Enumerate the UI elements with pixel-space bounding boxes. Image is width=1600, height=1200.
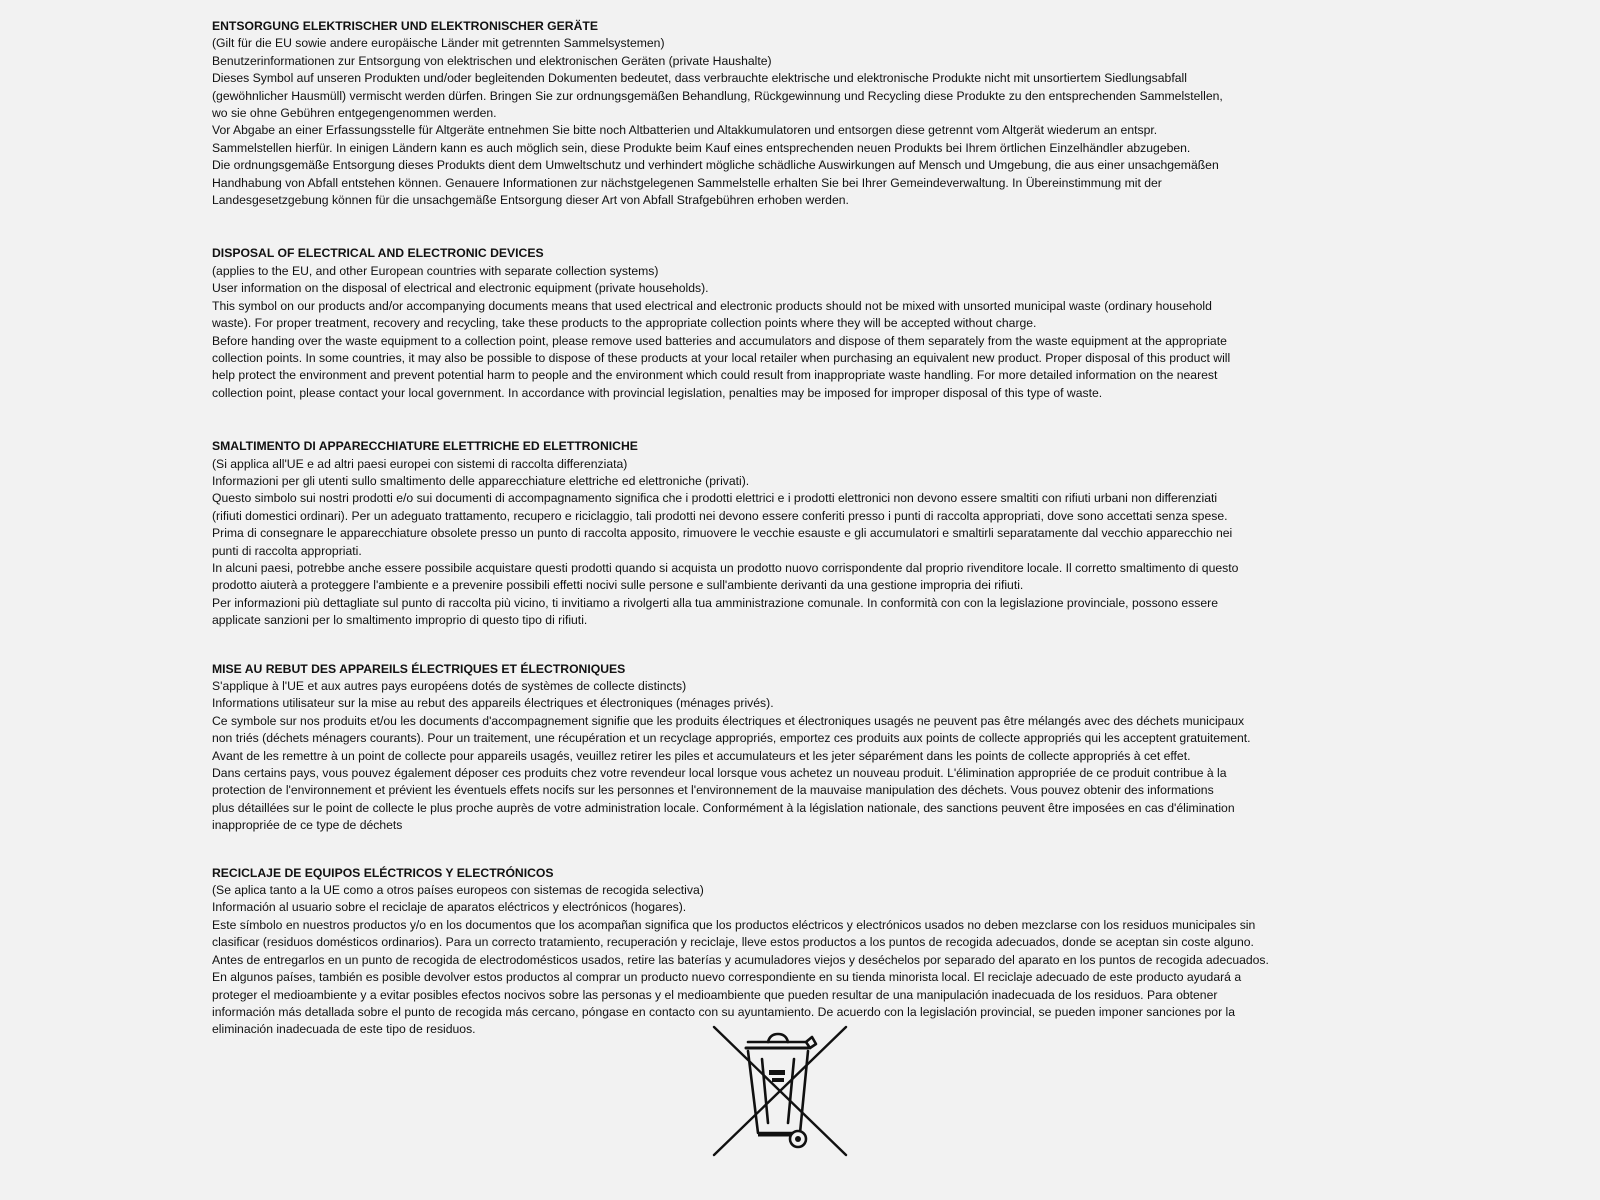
section-heading: DISPOSAL OF ELECTRICAL AND ELECTRONIC DEVICES (212, 246, 544, 261)
text-line: Informazioni per gli utenti sullo smaltimento delle apparecchiature elettriche ed elettroniche (privati). (212, 473, 750, 488)
text-line: User information on the disposal of electrical and electronic equipment (private households). (212, 281, 709, 296)
section-en (212, 245, 1362, 402)
crossed-out-wheelie-bin-icon (712, 1023, 848, 1163)
text-line: Dieses Symbol auf unseren Produkten und/oder begleitenden Dokumenten bedeutet, dass verbrauchte elektrische und elektronische Produkte nicht mit unsortiertem Siedlungsabfall (212, 71, 1187, 86)
text-line: collection point, please contact your local government. In accordance with provincial legislation, penalties may be imposed for improper disposal of this type of waste. (212, 385, 1103, 400)
text-line: wo sie ohne Gebühren entgegengenommen werden. (212, 106, 497, 121)
text-line: (Se aplica tanto a la UE como a otros países europeos con sistemas de recogida selectiva) (212, 883, 704, 898)
section-heading: RECICLAJE DE EQUIPOS ELÉCTRICOS Y ELECTRÓNICOS (212, 865, 554, 880)
text-line: Avant de les remettre à un point de collecte pour appareils usagés, veuillez retirer les piles et accumulateurs et les jeter séparément dans les points de collecte appropriés à cet effet. (212, 748, 1191, 763)
text-line: Before handing over the waste equipment to a collection point, please remove used batteries and accumulators and dispose of them separately from the waste equipment at the appropriate (212, 333, 1227, 348)
text-line: clasificar (residuos domésticos ordinarios). Para un correcto tratamiento, recuperación y reciclaje, lleve estos productos a los puntos de recogida adecuados, donde se aceptan sin coste alguno. (212, 935, 1254, 950)
text-line: Antes de entregarlos en un punto de recogida de electrodomésticos usados, retire las baterías y acumuladores viejos y deséchelos por separado del aparato en los puntos de recogida adecuados. (212, 952, 1269, 967)
text-line: Handhabung von Abfall entstehen können. Genauere Informationen zur nächstgelegenen Sammelstelle erhalten Sie bei Ihrer Gemeindeverwaltung. In Übereinstimmung mit der (212, 175, 1162, 190)
text-line: punti di raccolta appropriati. (212, 543, 362, 558)
text-line: proteger el medioambiente y a evitar posibles efectos nocivos sobre las personas y el medioambiente que pueden resultar de una manipulación inadecuada de los residuos. Para obtener (212, 987, 1218, 1002)
text-line: (Si applica all'UE e ad altri paesi europei con sistemi di raccolta differenziata) (212, 456, 628, 471)
text-line: In alcuni paesi, potrebbe anche essere possibile acquistare questi prodotti quando si acquista un prodotto nuovo corrispondente dal proprio rivenditore locale. Il corretto smaltimento di questo (212, 560, 1239, 575)
text-line: Vor Abgabe an einer Erfassungsstelle für Altgeräte entnehmen Sie bitte noch Altbatterien und Altakkumulatoren und entsorgen diese getrennt vom Altgerät wiederum an entspr. (212, 123, 1158, 138)
text-line: inappropriée de ce type de déchets (212, 818, 403, 833)
text-line: (Gilt für die EU sowie andere europäische Länder mit getrennten Sammelsystemen) (212, 36, 665, 51)
text-line: applicate sanzioni per lo smaltimento improprio di questo tipo di rifiuti. (212, 613, 588, 628)
section-heading: ENTSORGUNG ELEKTRISCHER UND ELEKTRONISCHER GERÄTE (212, 19, 598, 33)
text-line: Ce symbole sur nos produits et/ou les documents d'accompagnement signifie que les produits électriques et électroniques usagés ne peuvent pas être mélangés avec des déchets municipaux (212, 713, 1245, 728)
text-line: Die ordnungsgemäße Entsorgung dieses Produkts dient dem Umweltschutz und verhindert mögliche schädliche Auswirkungen auf Mensch und Umgebung, die aus einer unsachgemäßen (212, 158, 1219, 173)
text-line: Sammelstellen hierfür. In einigen Ländern kann es auch möglich sein, diese Produkte beim Kauf eines entsprechenden neuen Produkts bei Ihrem örtlichen Einzelhändler abzugeben. (212, 140, 1191, 155)
document-body (212, 18, 1362, 1075)
text-line: prodotto aiuterà a proteggere l'ambiente e a prevenire possibili effetti nocivi sulle persone e sull'ambiente derivanti da una gestione impropria dei rifiuti. (212, 578, 1024, 593)
text-line: waste). For proper treatment, recovery and recycling, take these products to the appropriate collection points where they will be accepted without charge. (212, 316, 1037, 331)
text-line: Landesgesetzgebung können für die unsachgemäße Entsorgung dieser Art von Abfall Strafgebühren erhoben werden. (212, 193, 849, 208)
section-fr (212, 661, 1362, 835)
text-line: En algunos países, también es posible devolver estos productos al comprar un producto nuevo correspondiente en su tienda minorista local. El reciclaje adecuado de este producto ayudará a (212, 970, 1242, 985)
text-line: protection de l'environnement et prévient les éventuels effets nocifs sur les personnes et l'environnement de la mauvaise manipulation des déchets. Vous pouvez obtenir des informations (212, 783, 1214, 798)
text-line: Benutzerinformationen zur Entsorgung von elektrischen und elektronischen Geräten (private Haushalte) (212, 53, 772, 68)
text-line: non triés (déchets ménagers courants). Pour un traitement, une récupération et un recyclage appropriés, emportez ces produits aux points de collecte appropriés qui les acceptent gratuitement. (212, 731, 1251, 746)
text-line: Per informazioni più dettagliate sul punto di raccolta più vicino, ti invitiamo a rivolgerti alla tua amministrazione comunale. In conformità con con la legislazione provinciale, possono essere (212, 595, 1218, 610)
section-heading: SMALTIMENTO DI APPARECCHIATURE ELETTRICHE ED ELETTRONICHE (212, 439, 638, 454)
text-line: (applies to the EU, and other European countries with separate collection systems) (212, 263, 659, 278)
text-line: collection points. In some countries, it may also be possible to dispose of these products at your local retailer when purchasing an equivalent new product. Proper disposal of this product will (212, 350, 1231, 365)
text-line: plus détaillées sur le point de collecte le plus proche auprès de votre administration locale. Conformément à la législation nationale, des sanctions peuvent être imposées en cas d'élimination (212, 800, 1235, 815)
text-line: Questo simbolo sui nostri prodotti e/o sui documenti di accompagnamento significa che i prodotti elettrici e i prodotti elettronici non devono essere smaltiti con rifiuti urbani non differenziati (212, 491, 1218, 506)
text-line: This symbol on our products and/or accompanying documents means that used electrical and electronic products should not be mixed with unsorted municipal waste (ordinary household (212, 298, 1212, 313)
text-line: Informations utilisateur sur la mise au rebut des appareils électriques et électroniques (ménages privés). (212, 696, 774, 711)
text-line: S'applique à l'UE et aux autres pays européens dotés de systèmes de collecte distincts) (212, 679, 687, 693)
text-line: Este símbolo en nuestros productos y/o en los documentos que los acompañan significa que los productos eléctricos y electrónicos usados no deben mezclarse con los residuos municipales sin (212, 917, 1256, 932)
section-heading: MISE AU REBUT DES APPAREILS ÉLECTRIQUES ET ÉLECTRONIQUES (212, 661, 626, 676)
section-it (212, 438, 1362, 629)
text-line: Prima di consegnare le apparecchiature obsolete presso un punto di raccolta apposito, rimuovere le vecchie esauste e gli accumulatori e smaltirli separatamente dal vecchio apparecchio nei (212, 526, 1233, 541)
section-de (212, 18, 1362, 209)
text-line: (gewöhnlicher Hausmüll) vermischt werden dürfen. Bringen Sie zur ordnungsgemäßen Behandlung, Rückgewinnung und Recycling diese Produkte zu den entsprechenden Sammelstellen, (212, 88, 1223, 103)
text-line: Dans certains pays, vous pouvez également déposer ces produits chez votre revendeur local lorsque vous achetez un nouveau produit. L'élimination appropriée de ce produit contribue à la (212, 766, 1227, 781)
text-line: help protect the environment and prevent potential harm to people and the environment which could result from inappropriate waste handling. For more detailed information on the nearest (212, 368, 1218, 383)
text-line: información más detallada sobre el punto de recogida más cercano, póngase en contacto con su ayuntamiento. De acuerdo con la legislación provincial, se pueden imponer sanciones por la (212, 1004, 1236, 1019)
text-line: eliminación inadecuada de este tipo de residuos. (212, 1022, 476, 1037)
text-line: (rifiuti domestici ordinari). Per un adeguato trattamento, recupero e riciclaggio, tali prodotti nei devono essere conferiti presso i punti di raccolta appropriati, dove sono accettati senza spese. (212, 508, 1228, 523)
text-line: Información al usuario sobre el reciclaje de aparatos eléctricos y electrónicos (hogares). (212, 900, 687, 915)
section-es (212, 865, 1362, 1039)
